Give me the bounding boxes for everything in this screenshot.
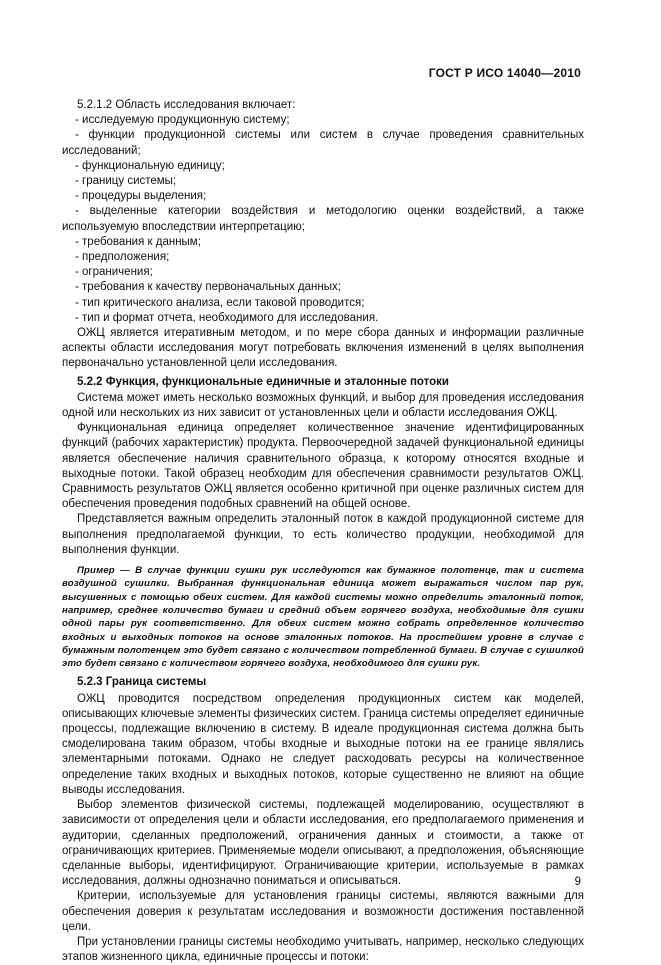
scope-closing-paragraph: ОЖЦ является итеративным методом, и по мере сбора данных и информации различные аспекты области исследования могут потребовать включения изменений в целях выполнения первоначально установленной цели исследования.	[62, 327, 584, 370]
section-5-2-1-2-intro: 5.2.1.2 Область исследования включает:	[77, 99, 296, 111]
scope-list-item: - требования к данным;	[75, 235, 201, 248]
section-5-2-3-paragraph-4: При установлении границы системы необходимо учитывать, например, несколько следующих этапов жизненного цикла, единичные процессы и потоки:	[62, 935, 584, 964]
scope-list-item: - выделенные категории воздействия и методологию оценки воздействий, а также используемую впоследствии интерпретацию;	[62, 205, 584, 233]
section-5-2-2-paragraph-3: Представляется важным определить эталонный поток в каждой продукционной системе для выполнения предполагаемой функции, то есть количество продукции, необходимой для выполнения функции.	[62, 513, 584, 556]
scope-list	[62, 113, 584, 326]
example-lead: Пример —	[77, 565, 130, 577]
scope-list-item: - тип критического анализа, если таковой проводится;	[75, 296, 365, 309]
section-5-2-3-paragraph-2: Выбор элементов физической системы, подлежащей моделированию, осуществляют в зависимости от определения цели и области исследования, его предполагаемого применения и аудитории, сделанных предположений, ограничения данных и стоимости, а также от ограничивающих критериев. Применяемые модели описывают, а предположения, объясняющие сделанные выборы, идентифицируют. Ограничивающие критерии, используемые в рамках исследования, должны однозначно пониматься и описываться.	[62, 799, 584, 888]
scope-list-item: - исследуемую продукционную систему;	[75, 114, 290, 127]
section-5-2-2-heading: 5.2.2 Функция, функциональные единичные и эталонные потоки	[77, 375, 449, 388]
page-number: 9	[574, 876, 581, 888]
example-note	[62, 564, 584, 670]
scope-list-item: - тип и формат отчета, необходимого для исследования.	[75, 311, 379, 324]
scope-list-item: - функции продукционной системы или систем в случае проведения сравнительных исследований;	[62, 129, 584, 157]
document-body	[62, 98, 584, 965]
section-5-2-3-paragraph-3: Критерии, используемые для установления границы системы, являются важными для обеспечения доверия к результатам исследования и возможности достижения поставленной цели.	[62, 890, 584, 933]
scope-list-item: - границу системы;	[75, 175, 177, 188]
section-5-2-2-paragraph-2: Функциональная единица определяет количественное значение идентифицированных функций (рабочих характеристик) продукта. Первоочередной задачей функциональной единицы является обеспечение наличия сравнительного образца, к которому относятся входные и выходные потоки. Такой образец необходим для обеспечения сравнимости результатов ОЖЦ. Сравнимость результатов ОЖЦ является особенно критичной при оценке различных систем для обеспечения проведения подобных сравнений на общей основе.	[62, 422, 584, 511]
section-5-2-3-paragraph-1: ОЖЦ проводится посредством определения продукционных систем как моделей, описывающих ключевые элементы физических систем. Граница системы определяет единичные процессы, подлежащие включению в систему. В идеале продукционная система должна быть смоделирована таким образом, чтобы входные и выходные потоки на ее границе являлись элементарными потоками. Однако не следует расходовать ресурсы на количественное определение таких входных и выходных потоков, которые существенно не влияют на общие выводы исследования.	[62, 692, 584, 796]
scope-list-item: - предположения;	[75, 251, 170, 264]
example-text: В случае функции сушки рук исследуются как бумажное полотенце, так и система воздушной сушилки. Выбранная функциональная единица может выражаться числом пар рук, высушенных с помощью обеих систем. Для каждой системы можно определить эталонный поток, например, среднее количество бумаги и средний объем горячего воздуха, необходимые для сушки одной пары рук соответственно. Для обеих систем можно собрать определенное количество входных и выходных потоков на основе эталонных потоков. На простейшем уровне в случае с бумажным полотенцем это будет связано с количеством потребленной бумаги. В случае с сушилкой это будет связано с количеством горячего воздуха, необходимого для сушки рук.	[62, 565, 584, 670]
document-code-header: ГОСТ Р ИСО 14040—2010	[428, 66, 581, 80]
scope-list-item: - ограничения;	[75, 266, 153, 279]
section-5-2-3-heading: 5.2.3 Граница системы	[77, 676, 207, 689]
scope-list-item: - процедуры выделения;	[75, 190, 207, 203]
scope-list-item: - функциональную единицу;	[75, 159, 225, 172]
scope-list-item: - требования к качеству первоначальных данных;	[75, 281, 341, 294]
section-5-2-2-paragraph-1: Система может иметь несколько возможных функций, и выбор для проведения исследования одной или нескольких из них зависит от установленных цели и области исследования ОЖЦ.	[62, 391, 584, 420]
